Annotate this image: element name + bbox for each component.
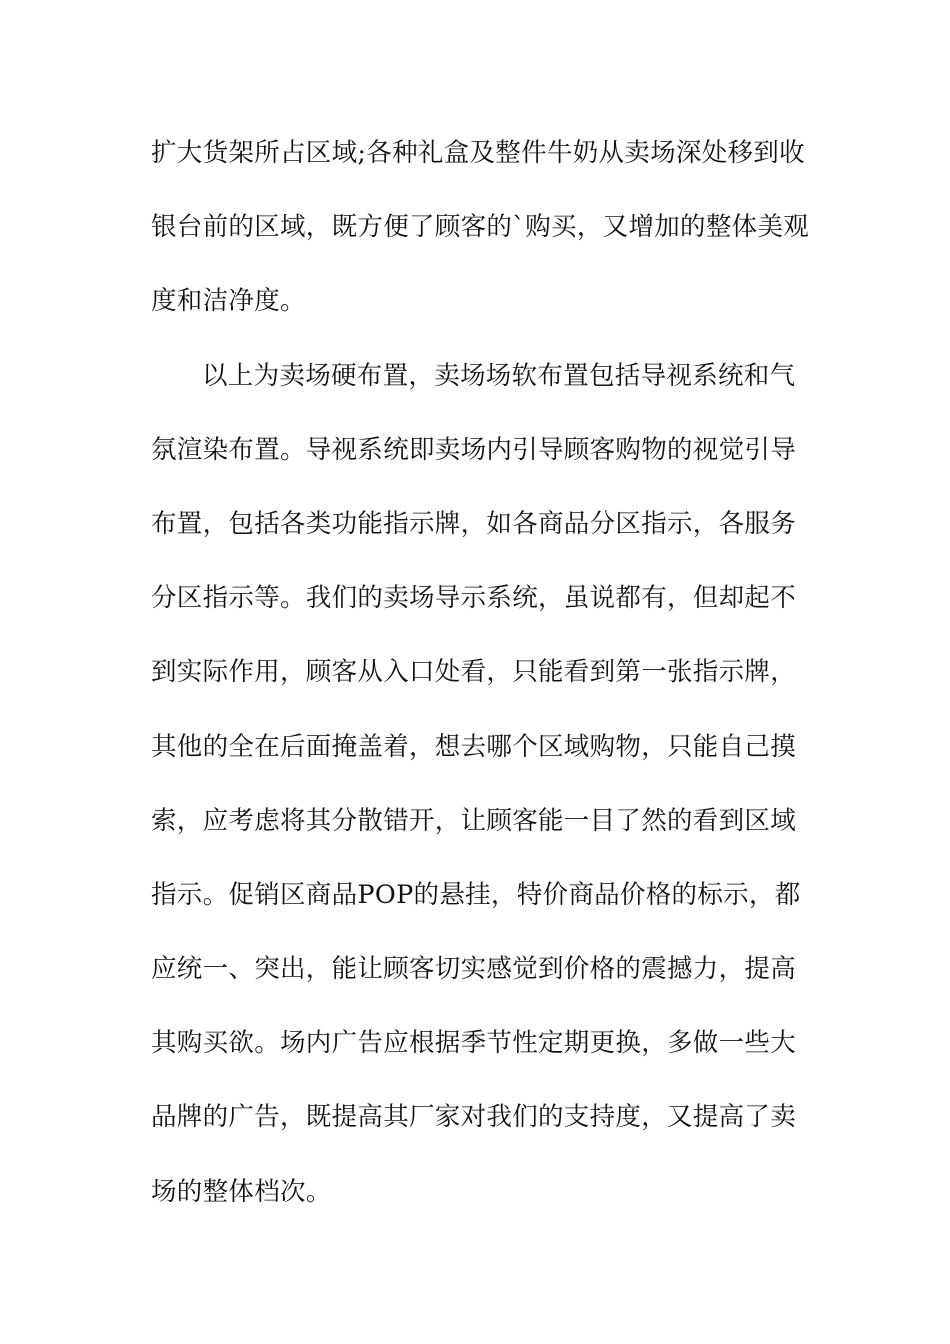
text-line: 氛渲染布置。导视系统即卖场内引导顾客购物的视觉引导 — [151, 434, 797, 465]
text-line: 以上为卖场硬布置，卖场场软布置包括导视系统和气 — [202, 360, 796, 391]
text-line: 其购买欲。场内广告应根据季节性定期更换，多做一些大 — [151, 1028, 797, 1059]
text-line: 品牌的广告，既提高其厂家对我们的支持度，又提高了卖 — [151, 1102, 797, 1133]
text-line: 到实际作用，顾客从入口处看，只能看到第一张指示牌， — [151, 657, 797, 688]
text-line: 布置，包括各类功能指示牌，如各商品分区指示，各服务 — [151, 508, 797, 539]
text-line: 场的整体档次。 — [151, 1176, 332, 1207]
text-line: 索，应考虑将其分散错开，让顾客能一目了然的看到区域 — [151, 805, 797, 836]
text-line: 其他的全在后面掩盖着，想去哪个区域购物，只能自己摸 — [151, 731, 797, 762]
text-line: 银台前的区域，既方便了顾客的`购买，又增加的整体美观 — [151, 212, 810, 243]
text-line: 扩大货架所占区域;各种礼盒及整件牛奶从卖场深处移到收 — [151, 138, 805, 168]
body-text — [151, 133, 811, 1246]
text-line: 应统一、突出，能让顾客切实感觉到价格的震撼力，提高 — [151, 954, 797, 985]
text-line: 分区指示等。我们的卖场导示系统，虽说都有，但却起不 — [151, 583, 797, 614]
text-line: 指示。促销区商品POP的悬挂，特价商品价格的标示，都 — [151, 879, 801, 910]
text-line: 度和洁净度。 — [151, 286, 306, 317]
